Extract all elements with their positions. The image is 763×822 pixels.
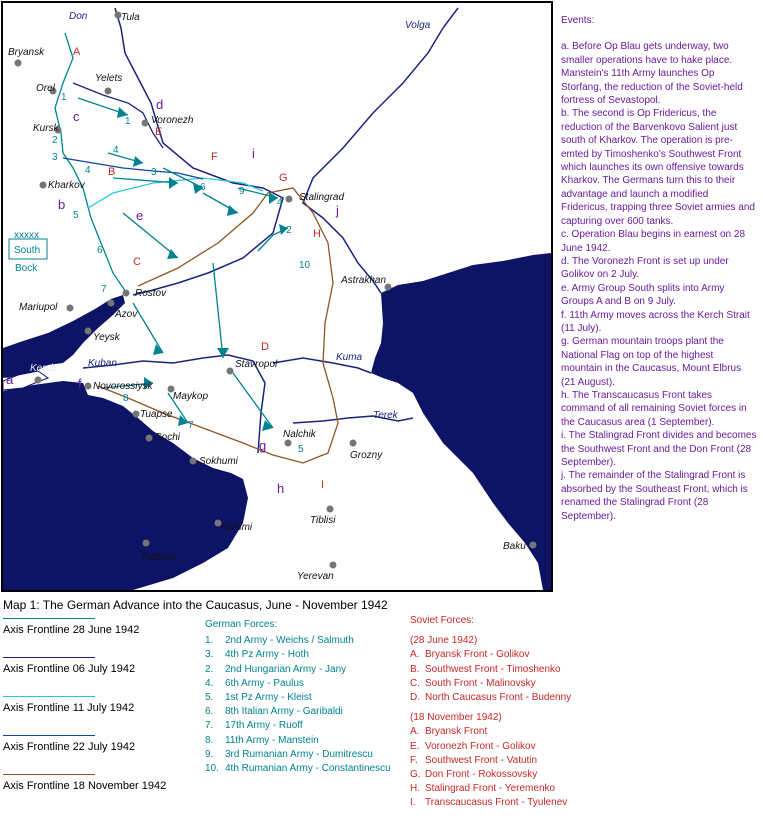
city-label: Trabzon	[141, 552, 177, 563]
german-force-item	[205, 762, 391, 776]
arrow-path	[213, 263, 223, 358]
item-number: 2.	[205, 663, 214, 675]
item-letter: D.	[410, 692, 420, 704]
army-group-marker: xxxxx	[14, 230, 39, 241]
city-dot	[327, 506, 334, 513]
army-number: 3	[151, 167, 157, 178]
event-item: h. The Transcaucasus Front takes command of all remaining Soviet forces in the Caucasus area (1 September).	[561, 389, 747, 428]
city-dot	[85, 383, 92, 390]
city-dot	[190, 458, 197, 465]
river-label: Volga	[405, 20, 431, 31]
army-number: 9	[239, 186, 245, 197]
city-dot	[143, 540, 150, 547]
item-text: Bryansk Front	[425, 726, 488, 738]
event-item: f. 11th Army moves across the Kerch Strait (11 July).	[561, 309, 750, 334]
event-letter: e	[136, 208, 144, 223]
item-number: 9.	[205, 748, 214, 760]
river-don	[115, 8, 283, 295]
city-label: Stalingrad	[299, 192, 345, 203]
item-text: Voronezh Front - Golikov	[425, 740, 536, 752]
item-text: Transcaucasus Front - Tyulenev	[425, 797, 568, 809]
item-letter: E.	[410, 740, 420, 752]
river-label: Kuma	[336, 352, 363, 363]
army-number: 6	[200, 182, 206, 193]
city-dot	[108, 300, 115, 307]
city-dot	[350, 440, 357, 447]
front-letter: B	[108, 166, 116, 178]
item-text: 4th Rumanian Army - Constantinescu	[225, 763, 391, 775]
item-text: 1st Pz Army - Kleist	[225, 692, 312, 704]
city-label: Orel	[36, 83, 55, 94]
soviet-force-item	[410, 677, 571, 691]
city-label: Kursk	[33, 123, 59, 134]
city-dot	[330, 562, 337, 569]
item-text: 3rd Rumanian Army - Dumitrescu	[225, 748, 373, 760]
item-letter: F.	[410, 754, 418, 766]
city-label: Rostov	[135, 288, 167, 299]
soviet-date-heading: (18 November 1942)	[410, 712, 502, 724]
legend-item	[3, 696, 193, 714]
city-label: Kharkov	[48, 180, 85, 191]
item-text: Southwest Front - Timoshenko	[425, 663, 561, 675]
legend-item	[3, 657, 193, 675]
city-label: Nalchik	[283, 429, 316, 440]
city-label: Tula	[121, 12, 140, 23]
soviet-date-heading: (28 June 1942)	[410, 635, 478, 647]
soviet-force-item	[410, 768, 571, 782]
german-force-item	[205, 748, 391, 762]
event-letter: j	[336, 203, 339, 218]
event-item: e. Army Group South splits into Army Groups A and B on 9 July.	[561, 282, 725, 308]
item-number: 8.	[205, 734, 214, 746]
event-item: i. The Stalingrad Front divides and becomes the Southwest Front and the Don Front (28 September).	[561, 430, 757, 468]
city-label: Astrakhan	[341, 275, 387, 286]
item-number: 10.	[205, 763, 219, 775]
city-dot	[286, 196, 293, 203]
front-letter: G	[279, 172, 288, 184]
city-dot	[146, 435, 153, 442]
city-label: Bryansk	[8, 47, 45, 58]
item-letter: B.	[410, 663, 420, 675]
city-label: Tuapse	[140, 409, 173, 420]
event-item: a. Before Op Blau gets underway, two smaller operations have to hake place. Manstein's 11th Army launches Op Storfang, the reduction of the Soviet-held fortress of Sevastopol.	[561, 41, 743, 107]
army-number: 7	[188, 420, 194, 431]
item-number: 7.	[205, 720, 214, 732]
front-letter: F	[211, 151, 218, 163]
army-group-name: South	[14, 245, 41, 256]
item-text: Southwest Front - Vatutin	[425, 754, 538, 766]
city-dot	[40, 182, 47, 189]
event-letter: g	[259, 438, 267, 453]
army-number: 6	[97, 245, 103, 256]
city-label: Yeysk	[93, 332, 120, 343]
spacer	[561, 27, 757, 40]
soviet-force-item	[410, 663, 571, 677]
legend-line	[3, 774, 95, 775]
event-letter: h	[277, 481, 285, 496]
city-dot	[35, 377, 42, 384]
city-label: Batumi	[221, 522, 253, 533]
item-number: 4.	[205, 677, 214, 689]
events-title: Events:	[561, 15, 595, 26]
item-letter: I.	[410, 797, 416, 809]
city-dot	[142, 120, 149, 127]
soviet-force-item	[410, 691, 571, 705]
city-dot	[123, 290, 130, 297]
army-number: 3	[52, 152, 58, 163]
city-dot	[105, 88, 112, 95]
city-label: Baku	[503, 541, 526, 552]
arrow-head	[227, 205, 238, 216]
city-label: Sochi	[155, 432, 181, 443]
item-text: 2nd Army - Weichs / Salmuth	[225, 635, 354, 647]
river-label: Don	[69, 11, 88, 22]
army-number: 4	[277, 197, 283, 208]
front-letter: I	[321, 479, 325, 491]
item-number: 1.	[205, 635, 214, 647]
item-number: 6.	[205, 706, 214, 718]
soviet-force-item	[410, 648, 571, 662]
front-letter: A	[73, 46, 81, 58]
event-letter: f	[78, 376, 82, 391]
soviet-force-item	[410, 725, 571, 739]
city-label: Voronezh	[151, 115, 194, 126]
front-letter: H	[313, 228, 321, 240]
river-label: Kuban	[88, 358, 117, 369]
arrow-head	[133, 156, 143, 167]
city-label: Grozny	[350, 450, 383, 461]
german-force-item	[205, 663, 391, 677]
black-sea	[3, 381, 248, 590]
city-label: Yerevan	[297, 571, 334, 582]
event-letter: b	[58, 197, 66, 212]
arrow-path	[123, 213, 178, 258]
army-group-commander: Bock	[15, 263, 38, 274]
city-dot	[285, 440, 292, 447]
city-label: Sokhumi	[199, 456, 238, 467]
german-forces-header: German Forces:	[205, 619, 278, 630]
item-text: 11th Army - Manstein	[225, 734, 319, 746]
arrow-path	[233, 373, 273, 428]
legend-item	[3, 735, 193, 753]
front-letter: E	[155, 126, 163, 138]
item-text: 6th Army - Paulus	[225, 677, 304, 689]
legend-label: Axis Frontline 22 July 1942	[3, 741, 136, 753]
item-text: 8th Italian Army - Garibaldi	[225, 706, 343, 718]
item-text: Stalingrad Front - Yeremenko	[425, 783, 556, 795]
item-letter: A.	[410, 726, 420, 738]
legend-label: Axis Frontline 18 November 1942	[3, 780, 167, 792]
city-label: Kerch	[30, 363, 57, 374]
map-canvas	[3, 3, 551, 590]
item-text: 4th Pz Army - Hoth	[225, 649, 309, 661]
event-letter: a	[6, 372, 14, 387]
arrow-head	[169, 177, 178, 189]
city-label: Tiblisi	[310, 515, 336, 526]
front-letter: D	[261, 341, 269, 353]
soviet-force-item	[410, 754, 571, 768]
army-number: 5	[298, 444, 304, 455]
army-number: 10	[299, 260, 311, 271]
legend-item	[3, 618, 193, 636]
item-letter: A.	[410, 649, 420, 661]
legend-item	[3, 774, 193, 792]
army-number: 2	[52, 135, 58, 146]
soviet-forces-header: Soviet Forces:	[410, 615, 474, 626]
army-number: 8	[123, 393, 129, 404]
city-dot	[133, 411, 140, 418]
city-label: Yelets	[95, 73, 123, 84]
item-text: South Front - Malinovsky	[425, 677, 536, 689]
legend-label: Axis Frontline 06 July 1942	[3, 663, 136, 675]
city-dot	[227, 368, 234, 375]
arrow-path	[113, 178, 178, 183]
army-number: 4	[113, 145, 119, 156]
event-letter: d	[156, 97, 164, 112]
german-force-item	[205, 634, 391, 648]
soviet-force-item	[410, 796, 571, 810]
army-number: 7	[101, 284, 107, 295]
city-dot	[85, 328, 92, 335]
event-item: d. The Voronezh Front is set up under Golikov on 2 July.	[561, 255, 729, 281]
german-force-item	[205, 705, 391, 719]
item-text: 2nd Hungarian Army - Jany	[225, 663, 347, 675]
legend-line	[3, 696, 95, 697]
city-dot	[15, 60, 22, 67]
event-item: j. The remainder of the Stalingrad Front is absorbed by the Southeast Front, which is renamed the Stalingrad Front (28 September).	[561, 470, 748, 522]
campaign-map	[1, 1, 553, 592]
item-text: Bryansk Front - Golikov	[425, 649, 530, 661]
item-text: Don Front - Rokossovsky	[425, 769, 538, 781]
city-label: Maykop	[173, 391, 209, 402]
item-text: 17th Army - Ruoff	[225, 720, 303, 732]
city-dot	[530, 542, 537, 549]
soviet-force-item	[410, 740, 571, 754]
german-force-item	[205, 719, 391, 733]
events-panel	[561, 14, 757, 523]
event-letter: c	[73, 109, 80, 124]
legend-line	[3, 657, 95, 658]
legend-label: Axis Frontline 28 June 1942	[3, 624, 140, 636]
legend-line	[3, 735, 95, 736]
arrow-path	[133, 303, 163, 353]
german-forces-list	[205, 618, 391, 776]
city-label: Stavropol	[235, 359, 278, 370]
event-item: g. German mountain troops plant the National Flag on top of the highest mountain in the Caucasus, Mount Elbrus (21 August).	[561, 336, 742, 388]
legend-line	[3, 618, 95, 619]
front-letter: C	[133, 256, 141, 268]
item-letter: C.	[410, 677, 420, 689]
river-label: Terek	[373, 410, 398, 421]
army-number: 5	[73, 210, 79, 221]
map-title: Map 1: The German Advance into the Caucasus, June - November 1942	[3, 598, 388, 612]
city-label: Novorossiysk	[93, 381, 153, 392]
city-label: Mariupol	[19, 302, 58, 313]
army-number: 1	[125, 116, 131, 127]
army-number: 4	[85, 165, 91, 176]
frontline-22-july	[63, 158, 203, 179]
item-number: 5.	[205, 692, 214, 704]
item-letter: H.	[410, 783, 420, 795]
city-label: Azov	[115, 309, 138, 320]
german-force-item	[205, 677, 391, 691]
city-dot	[67, 305, 74, 312]
army-number: 2	[286, 225, 292, 236]
item-letter: G.	[410, 769, 421, 781]
soviet-forces-list	[410, 614, 571, 811]
army-number: 1	[61, 92, 67, 103]
item-text: North Caucasus Front - Budenny	[425, 692, 572, 704]
german-force-item	[205, 691, 391, 705]
event-item: c. Operation Blau begins in earnest on 28 June 1942.	[561, 229, 746, 254]
german-force-item	[205, 648, 391, 662]
legend-label: Axis Frontline 11 July 1942	[3, 702, 135, 714]
item-number: 3.	[205, 649, 214, 661]
soviet-force-item	[410, 782, 571, 796]
event-item: b. The second is Op Fridericus, the reduction of the Barvenkovo Salient just south of Kharkov. The operation is pre-emted by Timoshenko's Southwest Front which launches its own offensive towards Kharkov. The Germans turn this to their advantage and launch a modified Fridericus, trapping three Soviet armies and capturing over 600 tanks.	[561, 108, 755, 227]
river-volga	[303, 8, 458, 293]
german-force-item	[205, 734, 391, 748]
event-letter: i	[252, 146, 255, 161]
